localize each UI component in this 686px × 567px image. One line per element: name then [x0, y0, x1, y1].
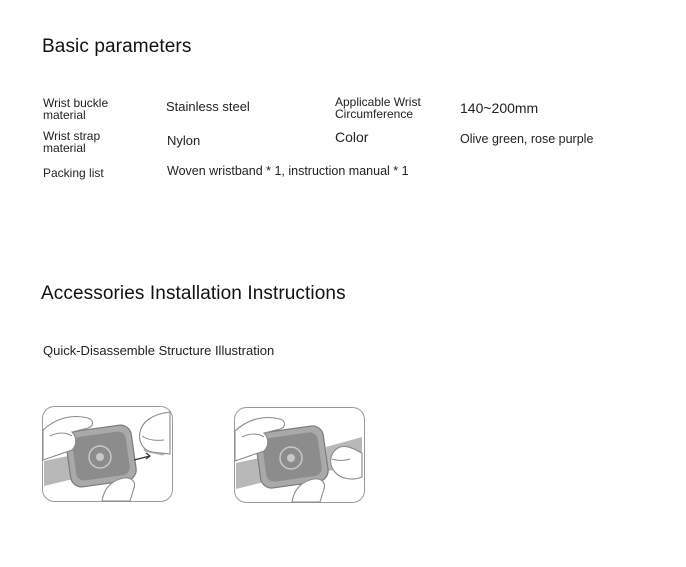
- hand-removing-strap-icon: [42, 406, 173, 502]
- wrist-circumference-value: 140~200mm: [460, 100, 539, 116]
- hand-pressing-button-illustration: [234, 407, 365, 503]
- hand-removing-strap-illustration: [42, 406, 173, 502]
- wrist-buckle-label: Wrist buckle material: [43, 96, 109, 122]
- accessories-title: Accessories Installation Instructions: [41, 283, 346, 304]
- hand-pressing-button-icon: [234, 407, 365, 503]
- wrist-buckle-value: Stainless steel: [166, 99, 250, 114]
- wrist-strap-value: Nylon: [167, 133, 201, 148]
- basic-parameters-title: Basic parameters: [42, 36, 192, 57]
- accessories-subtitle: Quick-Disassemble Structure Illustration: [43, 343, 275, 358]
- color-label: Color: [335, 129, 369, 145]
- color-value: Olive green, rose purple: [460, 132, 594, 146]
- wrist-circumference-label: Applicable Wrist Circumference: [335, 95, 421, 121]
- packing-list-value: Woven wristband * 1, instruction manual * 1: [167, 164, 409, 178]
- packing-list-label: Packing list: [43, 166, 104, 180]
- wrist-strap-label: Wrist strap material: [43, 129, 101, 155]
